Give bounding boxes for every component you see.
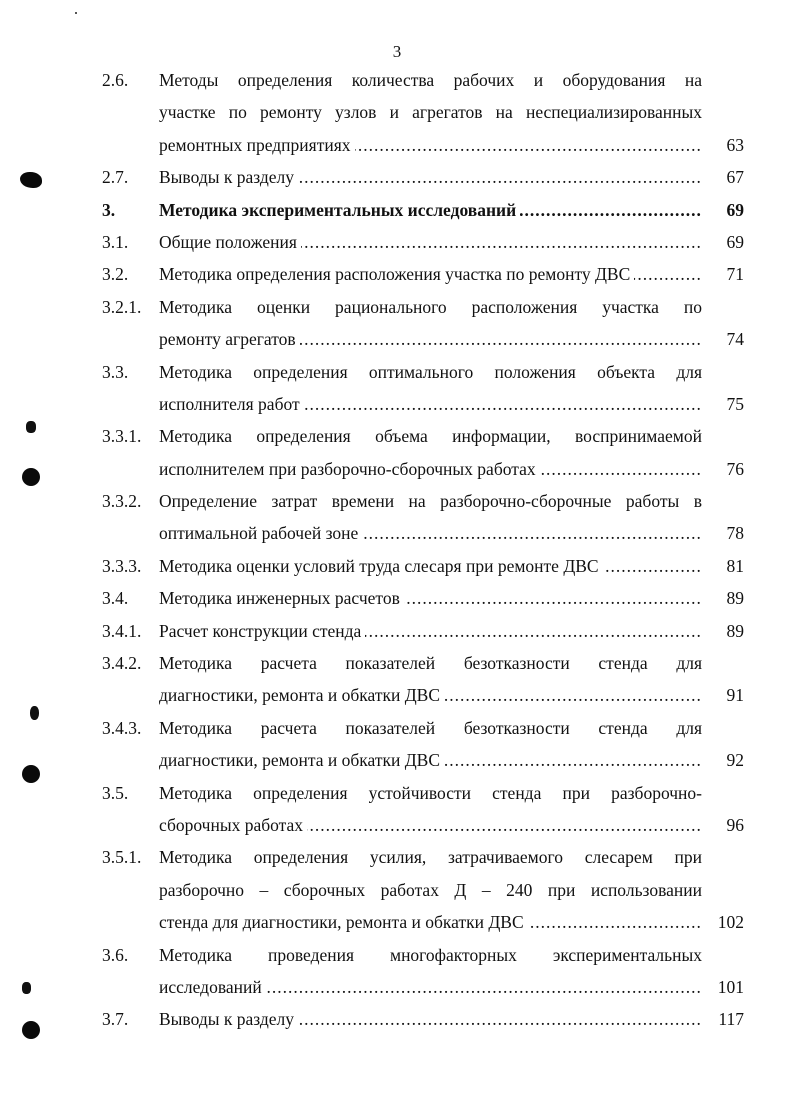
toc-entry-title: исполнителем при разборочно-сборочных работах ..... [159, 453, 702, 485]
binder-hole [22, 1021, 40, 1039]
toc-page-number: 63 [726, 134, 744, 155]
toc-entry-title: Методика определения расположения участка по ремонту ДВС ..... [159, 258, 702, 290]
scan-speck [75, 12, 77, 14]
page-number: 3 [392, 42, 402, 61]
toc-row [0, 679, 794, 711]
toc-entry-title: Общие положения ..... [159, 226, 702, 258]
toc-entry-number: 3.4. [102, 588, 129, 609]
toc-entry-title: Определение затрат времени на разборочно-сборочные работы в [159, 491, 702, 512]
toc-row [0, 161, 794, 193]
toc-page-number: 92 [726, 750, 744, 771]
toc-entry-title: Методика проведения многофакторных экспериментальных [159, 944, 702, 965]
scan-mark [26, 421, 36, 433]
toc-row [0, 194, 794, 226]
toc-page-number: 75 [726, 393, 744, 414]
toc-page-number: 89 [726, 588, 744, 609]
toc-entry-title: Выводы к разделу ..... [159, 161, 702, 193]
toc-entry-number: 3.2. [102, 264, 129, 285]
toc-page-number: 102 [717, 912, 744, 933]
toc-entry-title: Методика определения усилия, затрачиваемого слесарем при [159, 847, 702, 868]
toc-page-number: 69 [726, 231, 744, 252]
toc-entry-title: Методика оценки условий труда слесаря при ремонте ДВС ..... [159, 550, 702, 582]
toc-page-number: 89 [726, 620, 744, 641]
toc-entry-number: 3.3. [102, 361, 129, 382]
toc-page-number: 69 [726, 199, 744, 220]
scan-mark [30, 706, 39, 720]
toc-entry-number: 3.6. [102, 944, 129, 965]
toc-entry-number: 3.7. [102, 1009, 129, 1030]
binder-hole [22, 468, 40, 486]
toc-entry-number: 3.5. [102, 782, 129, 803]
toc-entry-title: Методика расчета показателей безотказности стенда для [159, 653, 702, 674]
toc-entry-number: 3.5.1. [102, 847, 142, 868]
toc-entry-title: Методика экспериментальных исследований ..... [159, 194, 702, 226]
toc-row [0, 809, 794, 841]
toc-page-number: 96 [726, 814, 744, 835]
toc-entry-title: исследований ..... [159, 971, 702, 1003]
toc-entry-title: ремонтных предприятиях ..... [159, 129, 702, 161]
toc-entry-title: Методика определения устойчивости стенда при разборочно- [159, 782, 702, 803]
toc-row [0, 712, 794, 744]
toc-row [0, 356, 794, 388]
toc-row [0, 226, 794, 258]
toc-row [0, 615, 794, 647]
toc-page-number: 67 [726, 167, 744, 188]
toc-page-number: 81 [726, 555, 744, 576]
toc-entry-title: Методика определения оптимального положения объекта для [159, 361, 702, 382]
toc-entry-number: 3. [102, 199, 116, 220]
toc-entry-number: 3.3.3. [102, 555, 142, 576]
table-of-contents [0, 64, 794, 1036]
toc-entry-title: оптимальной рабочей зоне ..... [159, 517, 702, 549]
binder-hole-mark [20, 172, 42, 188]
toc-row [0, 971, 794, 1003]
toc-entry-title: Методика определения объема информации, воспринимаемой [159, 426, 702, 447]
toc-entry-title: Расчет конструкции стенда ..... [159, 615, 702, 647]
toc-row [0, 517, 794, 549]
toc-page-number: 117 [718, 1009, 744, 1030]
toc-row [0, 388, 794, 420]
toc-entry-title: Методы определения количества рабочих и оборудования на [159, 70, 702, 90]
toc-row [0, 485, 794, 517]
toc-entry-title: диагностики, ремонта и обкатки ДВС ..... [159, 679, 702, 711]
toc-row [0, 453, 794, 485]
scan-mark [22, 982, 31, 994]
toc-entry-number: 3.4.1. [102, 620, 142, 641]
toc-entry-number: 3.4.3. [102, 717, 142, 738]
toc-row [0, 291, 794, 323]
toc-entry-title: исполнителя работ ..... [159, 388, 702, 420]
toc-page-number: 101 [717, 976, 744, 997]
toc-row [0, 777, 794, 809]
toc-entry-number: 3.1. [102, 231, 129, 252]
toc-page-number: 91 [726, 685, 744, 706]
toc-entry-title: Методика расчета показателей безотказности стенда для [159, 717, 702, 738]
binder-hole [22, 765, 40, 783]
toc-row [0, 874, 794, 906]
toc-row [0, 258, 794, 290]
toc-entry-title: диагностики, ремонта и обкатки ДВС ..... [159, 744, 702, 776]
toc-entry-number: 2.7. [102, 167, 129, 188]
toc-row [0, 647, 794, 679]
toc-entry-title: ремонту агрегатов ..... [159, 323, 702, 355]
toc-page-number: 71 [726, 264, 744, 285]
toc-entry-number: 3.3.2. [102, 491, 142, 512]
toc-entry-title: разборочно – сборочных работах Д – 240 при использовании [159, 879, 702, 900]
toc-page-number: 78 [726, 523, 744, 544]
toc-row [0, 550, 794, 582]
toc-row [0, 1003, 794, 1035]
toc-row [0, 906, 794, 938]
toc-row [0, 64, 794, 96]
toc-row [0, 841, 794, 873]
toc-entry-title: участке по ремонту узлов и агрегатов на неспециализированных [159, 102, 702, 123]
toc-entry-title: стенда для диагностики, ремонта и обкатки ДВС ..... [159, 906, 702, 938]
toc-entry-number: 3.4.2. [102, 653, 142, 674]
toc-entry-title: Методика оценки рационального расположения участка по [159, 296, 702, 317]
toc-entry-number: 2.6. [102, 70, 129, 90]
toc-entry-number: 3.2.1. [102, 296, 142, 317]
toc-entry-title: Выводы к разделу ..... [159, 1003, 702, 1035]
toc-entry-number: 3.3.1. [102, 426, 142, 447]
toc-entry-title: сборочных работах ..... [159, 809, 702, 841]
toc-entry-title: Методика инженерных расчетов ..... [159, 582, 702, 614]
toc-row [0, 323, 794, 355]
toc-row [0, 744, 794, 776]
toc-page-number: 74 [726, 329, 744, 350]
toc-row [0, 96, 794, 128]
toc-row [0, 420, 794, 452]
toc-row [0, 939, 794, 971]
toc-page-number: 76 [726, 458, 744, 479]
toc-row [0, 582, 794, 614]
toc-row [0, 129, 794, 161]
